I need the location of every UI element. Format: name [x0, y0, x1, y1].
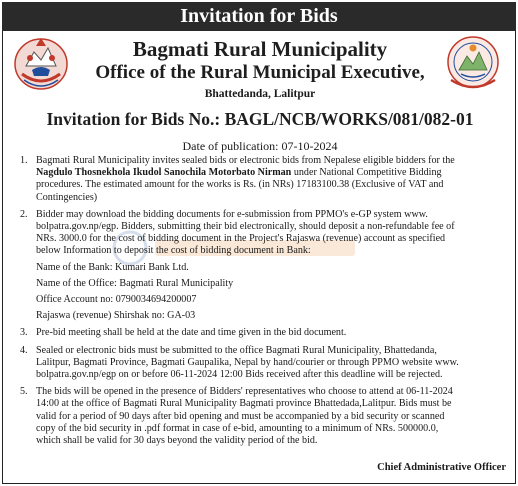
item-line: bolpatra.gov.np/egp on or before 06-11-2024 12:00 Bids received after this deadline will be rejected. [36, 369, 443, 381]
signatory-title: Chief Administrative Officer [377, 462, 506, 473]
list-item [20, 209, 510, 323]
account-number: Office Account no: 0790034694200007 [36, 294, 197, 306]
item-line: which shall be valid for 30 days beyond the validity period of the bid. [36, 435, 318, 447]
item-line: Nagdulo Thosnekhola Ikudol Sanochila Motorbato Nirman under National Competitive Bidding [36, 167, 442, 179]
item-line: Pre-bid meeting shall be held at the date and time given in the bid document. [36, 327, 347, 339]
item-number: 2. [20, 208, 28, 220]
office-name-detail: Name of the Office: Bagmati Rural Municipality [36, 277, 234, 289]
item-line: valid for a period of 90 days after bid opening and must be accompanied by a bid security or scanned [36, 410, 445, 422]
list-item [20, 327, 510, 339]
project-name: Nagdulo Thosnekhola Ikudol Sanochila Motorbato Nirman [36, 167, 292, 179]
item-number: 3. [20, 327, 28, 339]
item-number: 4. [20, 344, 28, 356]
item-line: below Information to deposit the cost of bidding document in Bank: [36, 245, 311, 257]
nepal-government-emblem-icon [12, 34, 70, 92]
item-line: 14:00 at the office of Bagmati Rural Municipality Bagmati province Bhattedada,Lalitpur. Bids must be [36, 398, 452, 410]
office-address: Bhattedanda, Lalitpur [204, 88, 316, 100]
municipality-name: Bagmati Rural Municipality [132, 37, 388, 61]
item-line: bolpatra.gov.np/egp. Bidders, submitting their bid electronically, should deposit a non-refundable fee of [36, 221, 455, 233]
bid-number: Invitation for Bids No.: BAGL/NCB/WORKS/081/082-01 [46, 109, 474, 129]
item-number: 1. [20, 155, 28, 166]
rajaswa-shirshak: Rajaswa (revenue) Shirshak no: GA-03 [36, 310, 196, 322]
item-line: NRs. 3000.0 for the cost of bidding document in the Project's Rajaswa (revenue) account as specified [36, 233, 446, 245]
municipality-logo-icon [443, 34, 503, 92]
item-line: Sealed or electronic bids must be submitted to the office Bagmati Rural Municipality, Bhattedanda, [36, 344, 437, 356]
item-line: Bidder may download the bidding documents for e-submission from PPMO's e-GP system www. [36, 208, 428, 220]
list-item [20, 345, 510, 382]
bank-name: Name of the Bank: Kumari Bank Ltd. [36, 261, 189, 273]
item-line: The bids will be opened in the presence of Bidders' representatives who choose to attend at 06-11-2024 [36, 386, 453, 398]
item-line: Bagmati Rural Municipality invites sealed bids or electronic bids from Nepalese eligible bidders for the [36, 155, 455, 166]
item-line: copy of the bid security in .pdf format in case of e-bid, amounting to a minimum of NRs. 500000.0, [36, 422, 439, 434]
list-item [20, 386, 510, 447]
item-line: Lalitpur, Bagmati Province, Bagmati Gaupalika, Nepal by hand/courier or through PPMO website www. [36, 356, 459, 368]
office-name: Office of the Rural Municipal Executive, [95, 62, 425, 83]
item-line: Contingencies) [36, 191, 98, 203]
banner-title: Invitation for Bids [2, 2, 516, 31]
list-item [20, 155, 510, 204]
bid-conditions-list [20, 155, 510, 448]
item-line: procedures. The estimated amount for the works is Rs. (in NRs) 17183100.38 (Exclusive of VAT and [36, 179, 444, 191]
item-number: 5. [20, 386, 28, 398]
publication-date: Date of publication: 07-10-2024 [182, 139, 338, 153]
